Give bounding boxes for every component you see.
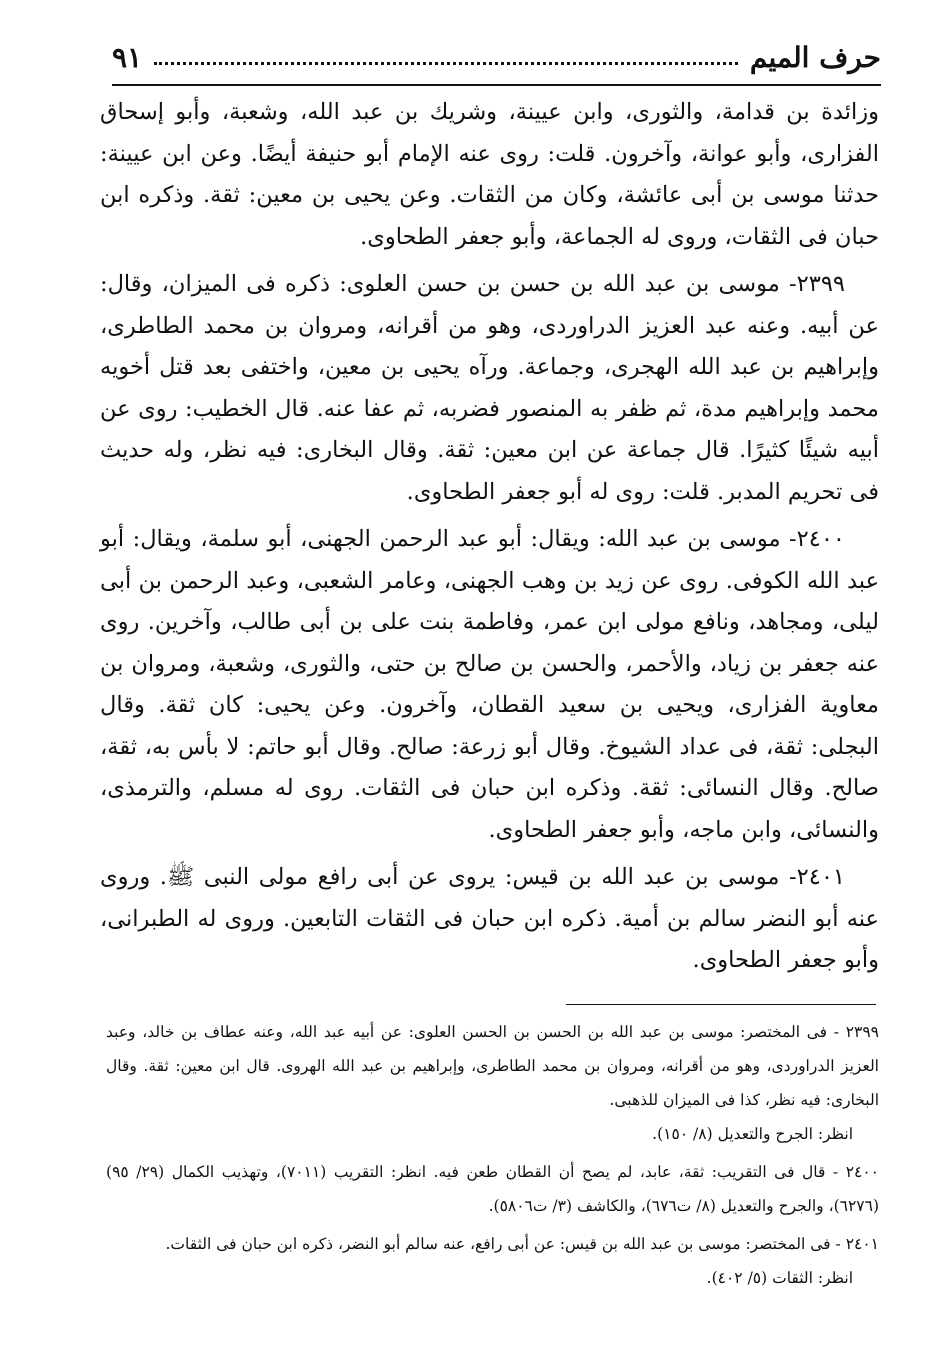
entry-2401: ٢٤٠١- موسى بن عبد الله بن قيس: يروى عن أبى رافع مولى النبى ﷺ. وروى عنه أبو النضر سالم بن أمية. ذكره ابن حبان فى الثقات التابعين. وروى له الطبرانى، وأبو جعفر الطحاوى. (100, 864, 879, 973)
footnote-separator (566, 1004, 876, 1005)
leader-dots (154, 50, 738, 65)
footnote-2399: ٢٣٩٩ - فى المختصر: موسى بن عبد الله بن الحسن بن الحسن العلوى: عن أبيه عبد الله، وعنه عطاف بن خالد، وعبد العزيز الدراوردى، وهو من أقرانه، ومروان بن محمد الطاطرى، وإبراهيم بن عبد الله الهروى. قال ابن معين: ثقة. وقال البخارى: فيه نظر، كذا فى الميزان للذهبى. (106, 1023, 879, 1109)
entry-2400: ٢٤٠٠- موسى بن عبد الله: ويقال: أبو عبد الرحمن الجهنى، أبو سلمة، ويقال: أبو عبد الله الكوفى. روى عن زيد بن وهب الجهنى، وعامر الشعبى، وعبد الرحمن بن أبى ليلى، ومجاهد، ونافع مولى ابن عمر، وفاطمة بنت على بن أبى طالب، وآخرين. روى عنه جعفر بن زياد، والأحمر، والحسن بن صالح بن حتى، والثورى، وشعبة، ومروان بن معاوية الفزارى، ويحيى بن سعيد القطان، وآخرون. وعن يحيى: كان ثقة. وقال البجلى: ثقة، فى عداد الشيوخ. وقال أبو زرعة: صالح. وقال أبو حاتم: لا بأس به، ثقة، صالح. وقال النسائى: ثقة. وذكره ابن حبان فى الثقات. روى له مسلم، والترمذى، والنسائى، وابن ماجه، وأبو جعفر الطحاوى. (100, 526, 879, 843)
footnote-2401: ٢٤٠١ - فى المختصر: موسى بن عبد الله بن قيس: عن أبى رافع، عنه سالم أبو النضر، ذكره ابن حبان فى الثقات. (165, 1235, 879, 1253)
entry-2399: ٢٣٩٩- موسى بن عبد الله بن حسن بن حسن العلوى: ذكره فى الميزان، وقال: عن أبيه. وعنه عبد العزيز الدراوردى، وهو من أقرانه، ومروان بن محمد الطاطرى، وإبراهيم بن عبد الله الهجرى، وجماعة. ورآه يحيى بن معين، واختفى بعد قتل أخويه محمد وإبراهيم مدة، ثم ظفر به المنصور فضربه، ثم عفا عنه. قال الخطيب: روى عن أبيه شيئًا كثيرًا. قال جماعة عن ابن معين: ثقة. وقال البخارى: فيه نظر، وله حديث فى تحريم المدبر. قلت: روى له أبو جعفر الطحاوى. (100, 271, 879, 505)
footnote-2399-reference: انظر: الجرح والتعديل (٨/ ١٥٠). (652, 1125, 853, 1143)
page-header (112, 30, 881, 86)
main-text (100, 92, 879, 988)
page-number: ٩١ (112, 40, 143, 74)
running-title: حرف الميم (749, 40, 881, 74)
footnote-2400: ٢٤٠٠ - قال فى التقريب: ثقة، عابد، لم يصح أن القطان طعن فيه. انظر: التقريب (٧٠١١)، وتهذيب الكمال (٢٩/ ٩٥) (٦٢٧٦)، والجرح والتعديل (٨/ ت٦٧٦)، والكاشف (٣/ ت٥٨٠٦). (106, 1163, 879, 1215)
footnote-2401-reference: انظر: الثقات (٥/ ٤٠٢). (706, 1269, 853, 1287)
paragraph-continuation: وزائدة بن قدامة، والثورى، وابن عيينة، وشريك بن عبد الله، وشعبة، وأبو إسحاق الفزارى، وأبو عوانة، وآخرون. قلت: روى عنه الإمام أبو حنيفة أيضًا. وعن ابن عيينة: حدثنا موسى بن أبى عائشة، وكان من الثقات. وعن يحيى بن معين: ثقة. وذكره ابن حبان فى الثقات، وروى له الجماعة، وأبو جعفر الطحاوى. (100, 99, 879, 250)
footnotes (106, 1015, 879, 1295)
